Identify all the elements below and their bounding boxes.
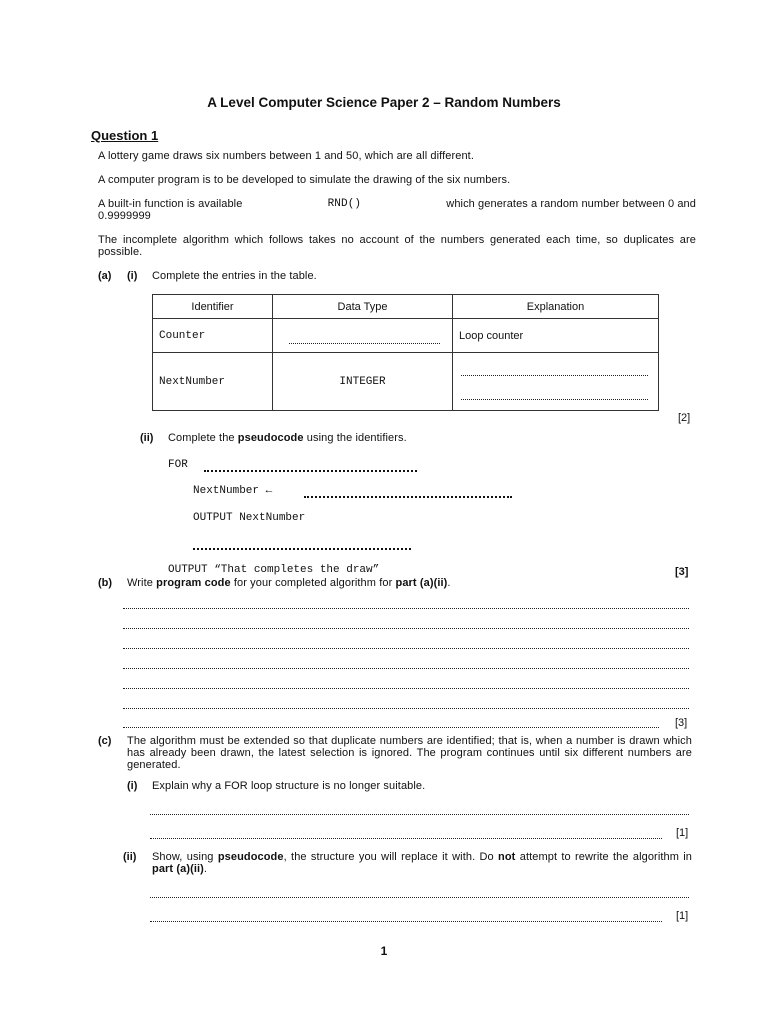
intro-line-2: A computer program is to be developed to simulate the drawing of the six numbers. <box>98 174 511 186</box>
table-header-explanation: Explanation <box>453 295 659 319</box>
table-header-row <box>153 295 659 319</box>
table-header-identifier: Identifier <box>153 295 273 319</box>
mark-b: [3] <box>675 717 688 729</box>
answer-line <box>461 399 648 400</box>
answer-line-b[interactable] <box>123 727 659 728</box>
code-line-for: FOR <box>168 459 188 471</box>
part-c-label: (c) <box>98 735 112 747</box>
part-b-label: (b) <box>98 577 113 589</box>
mark-a-ii: [3] <box>675 566 689 578</box>
code-line-output-draw: OUTPUT “That completes the draw” <box>168 564 380 576</box>
mark-c-ii: [1] <box>676 910 689 922</box>
document-title: A Level Computer Science Paper 2 – Random Numbers <box>207 95 561 110</box>
table-header-data-type: Data Type <box>273 295 453 319</box>
mark-a-i: [2] <box>678 412 691 424</box>
part-c-i-instruction: Explain why a FOR loop structure is no longer suitable. <box>152 780 426 792</box>
code-line-output-nextnumber: OUTPUT NextNumber <box>193 512 306 524</box>
answer-line <box>461 375 648 376</box>
part-c-i-label: (i) <box>127 780 138 792</box>
answer-line-c-i[interactable] <box>150 838 662 839</box>
table-cell-explanation: Loop counter <box>453 319 659 353</box>
answer-line-c-ii[interactable] <box>150 897 689 898</box>
table-cell-identifier: NextNumber <box>153 353 273 411</box>
part-c-ii-label: (ii) <box>123 851 137 863</box>
answer-line-nextnumber[interactable] <box>304 496 512 498</box>
rnd-function: RND() <box>327 198 362 210</box>
intro-line-3 <box>98 198 696 222</box>
part-a-i-instruction: Complete the entries in the table. <box>152 270 317 282</box>
table-cell-explanation-answer[interactable] <box>453 353 659 411</box>
question-heading: Question 1 <box>91 128 159 143</box>
intro3-text-b: which generates a random number between 0 and <box>446 198 696 210</box>
answer-table <box>152 294 659 411</box>
part-a-i-label: (i) <box>127 270 138 282</box>
answer-line-b[interactable] <box>123 628 689 629</box>
answer-line-b[interactable] <box>123 708 689 709</box>
intro-line-4: The incomplete algorithm which follows takes no account of the numbers generated each time, so duplicates are possible. <box>98 234 696 258</box>
table-row <box>153 353 659 411</box>
table-cell-data-type: INTEGER <box>273 353 453 411</box>
answer-line-c-ii[interactable] <box>150 921 662 922</box>
answer-line-endfor[interactable] <box>193 548 411 550</box>
answer-line-b[interactable] <box>123 648 689 649</box>
part-c-ii-instruction: Show, using pseudocode, the structure you will replace it with. Do not attempt to rewrite the algorithm in part (a)(ii). <box>152 851 693 875</box>
table-row <box>153 319 659 353</box>
table-cell-data-type-answer[interactable] <box>273 319 453 353</box>
intro-line-1: A lottery game draws six numbers between 1 and 50, which are all different. <box>98 150 474 162</box>
answer-line-b[interactable] <box>123 688 689 689</box>
part-a-ii-instruction: Complete the pseudocode using the identifiers. <box>168 432 407 444</box>
intro3-text-a: A built-in function is available <box>98 198 243 210</box>
part-a-ii-label: (ii) <box>140 432 154 444</box>
answer-line <box>289 343 440 344</box>
answer-line-c-i[interactable] <box>150 814 689 815</box>
part-a-label: (a) <box>98 270 112 282</box>
mark-c-i: [1] <box>676 827 689 839</box>
code-line-nextnumber: NextNumber ← <box>193 485 273 497</box>
part-b-instruction: Write program code for your completed algorithm for part (a)(ii). <box>127 577 451 589</box>
answer-line-b[interactable] <box>123 608 689 609</box>
page-number: 1 <box>380 944 388 958</box>
answer-line-for[interactable] <box>204 470 417 472</box>
table-cell-identifier: Counter <box>153 319 273 353</box>
intro3-text-c: 0.9999999 <box>98 210 151 222</box>
part-c-text: The algorithm must be extended so that duplicate numbers are identified; that is, when a number is drawn which has already been drawn, the latest selection is ignored. The program continues until six different numbers are generated. <box>127 735 692 771</box>
answer-line-b[interactable] <box>123 668 689 669</box>
